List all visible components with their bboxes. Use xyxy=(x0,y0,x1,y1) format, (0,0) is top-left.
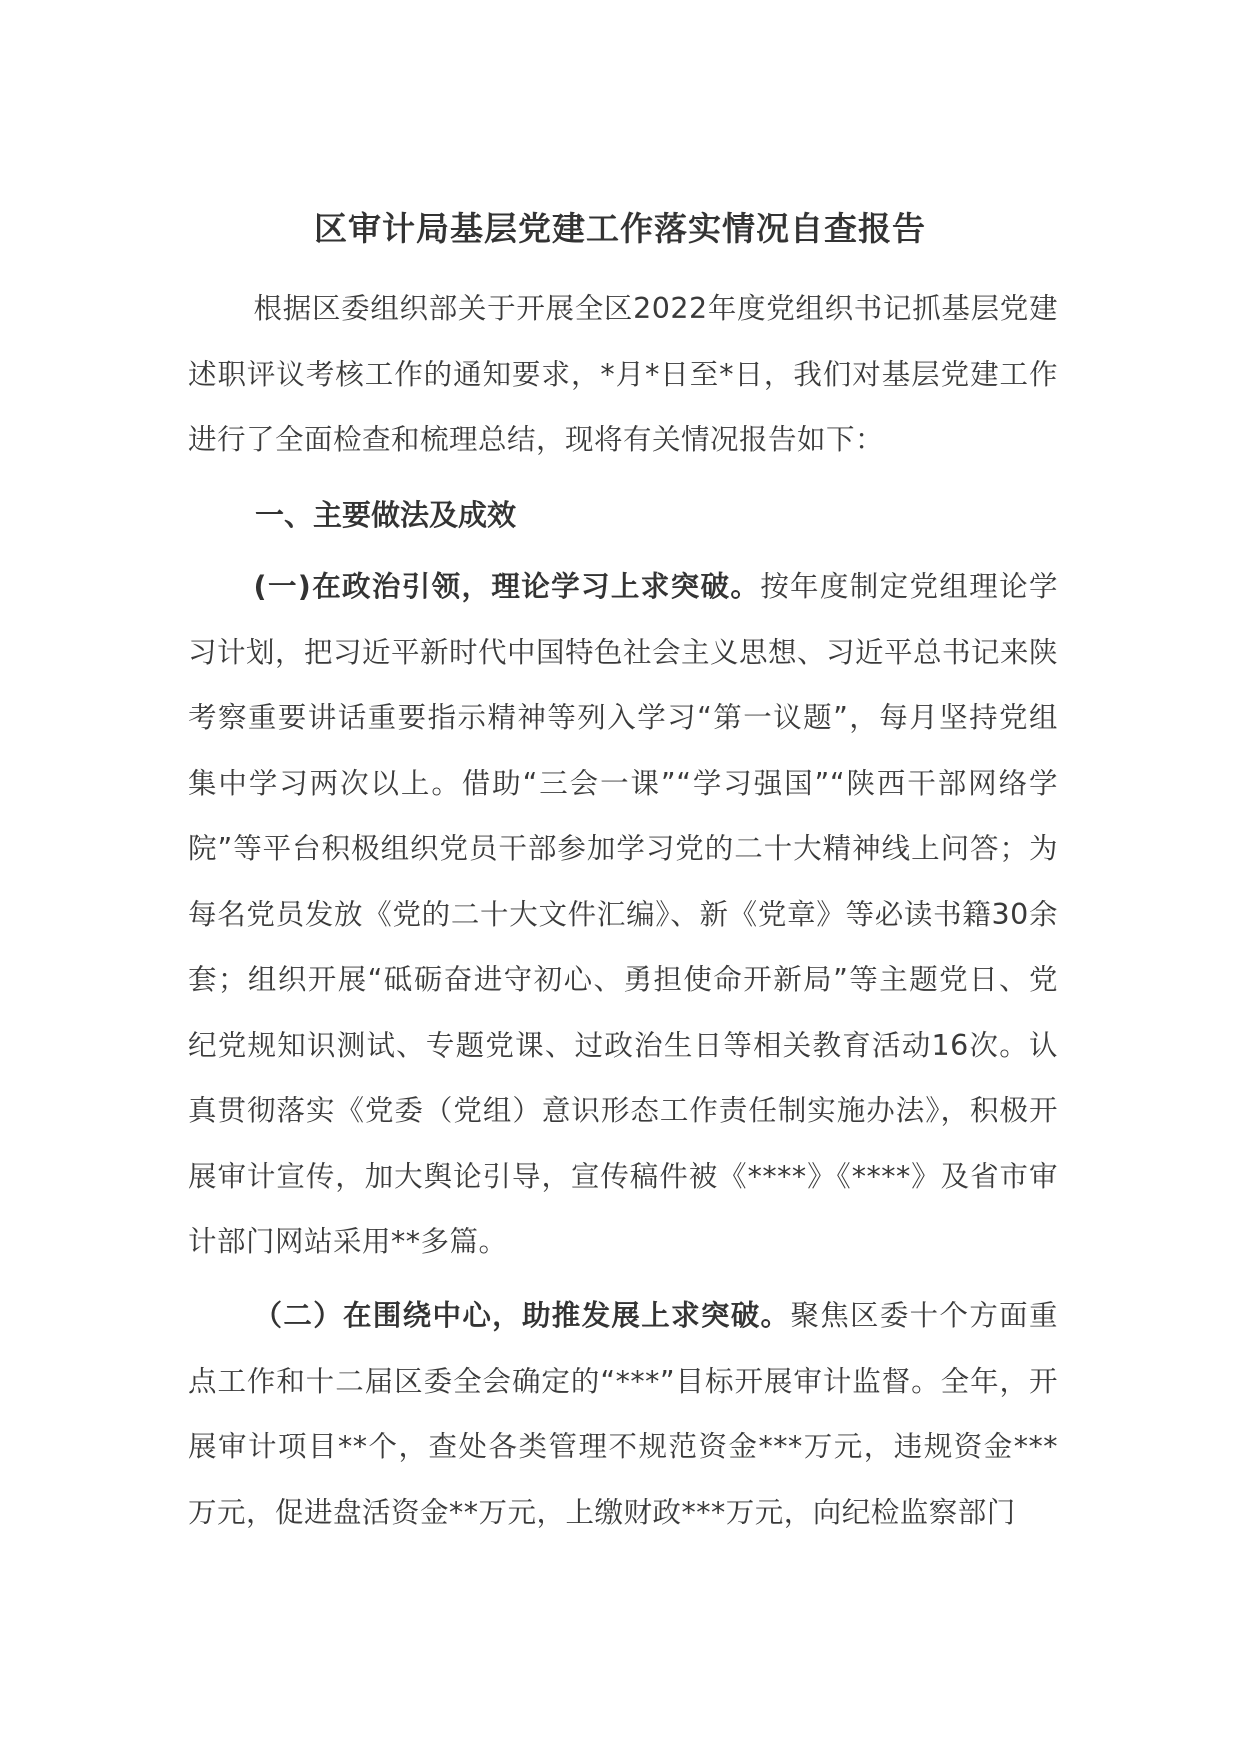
paragraph-political-leadership xyxy=(188,554,1058,1275)
intro-paragraph: 根据区委组织部关于开展全区2022年度党组织书记抓基层党建述职评议考核工作的通知要求，*月*日至*日，我们对基层党建工作进行了全面检查和梳理总结，现将有关情况报告如下： xyxy=(188,292,1058,456)
paragraph-text: 聚焦区委十个方面重点工作和十二届区委全会确定的“***”目标开展审计监督。全年，开展审计项目**个，查处各类管理不规范资金***万元，违规资金***万元，促进盘活资金**万元，上缴财政***万元，向纪检监察部门 xyxy=(188,1299,1058,1529)
paragraph-central-work xyxy=(188,1283,1058,1545)
section-heading: 一、主要做法及成效 xyxy=(255,498,517,532)
paragraph-lead: （二）在围绕中心，助推发展上求突破。 xyxy=(253,1299,791,1332)
document-title: 区审计局基层党建工作落实情况自查报告 xyxy=(314,209,926,248)
paragraph-text: 按年度制定党组理论学习计划，把习近平新时代中国特色社会主义思想、习近平总书记来陕考察重要讲话重要指示精神等列入学习“第一议题”，每月坚持党组集中学习两次以上。借助“三会一课”“学习强国”“陕西干部网络学院”等平台积极组织党员干部参加学习党的二十大精神线上问答；为每名党员发放《党的二十大文件汇编》、新《党章》等必读书籍30余套；组织开展“砥砺奋进守初心、勇担使命开新局”等主题党日、党纪党规知识测试、专题党课、过政治生日等相关教育活动16次。认真贯彻落实《党委（党组）意识形态工作责任制实施办法》，积极开展审计宣传，加大舆论引导，宣传稿件被《****》《****》及省市审计部门网站采用**多篇。 xyxy=(188,570,1059,1258)
paragraph-lead: (一)在政治引领，理论学习上求突破。 xyxy=(253,570,761,603)
